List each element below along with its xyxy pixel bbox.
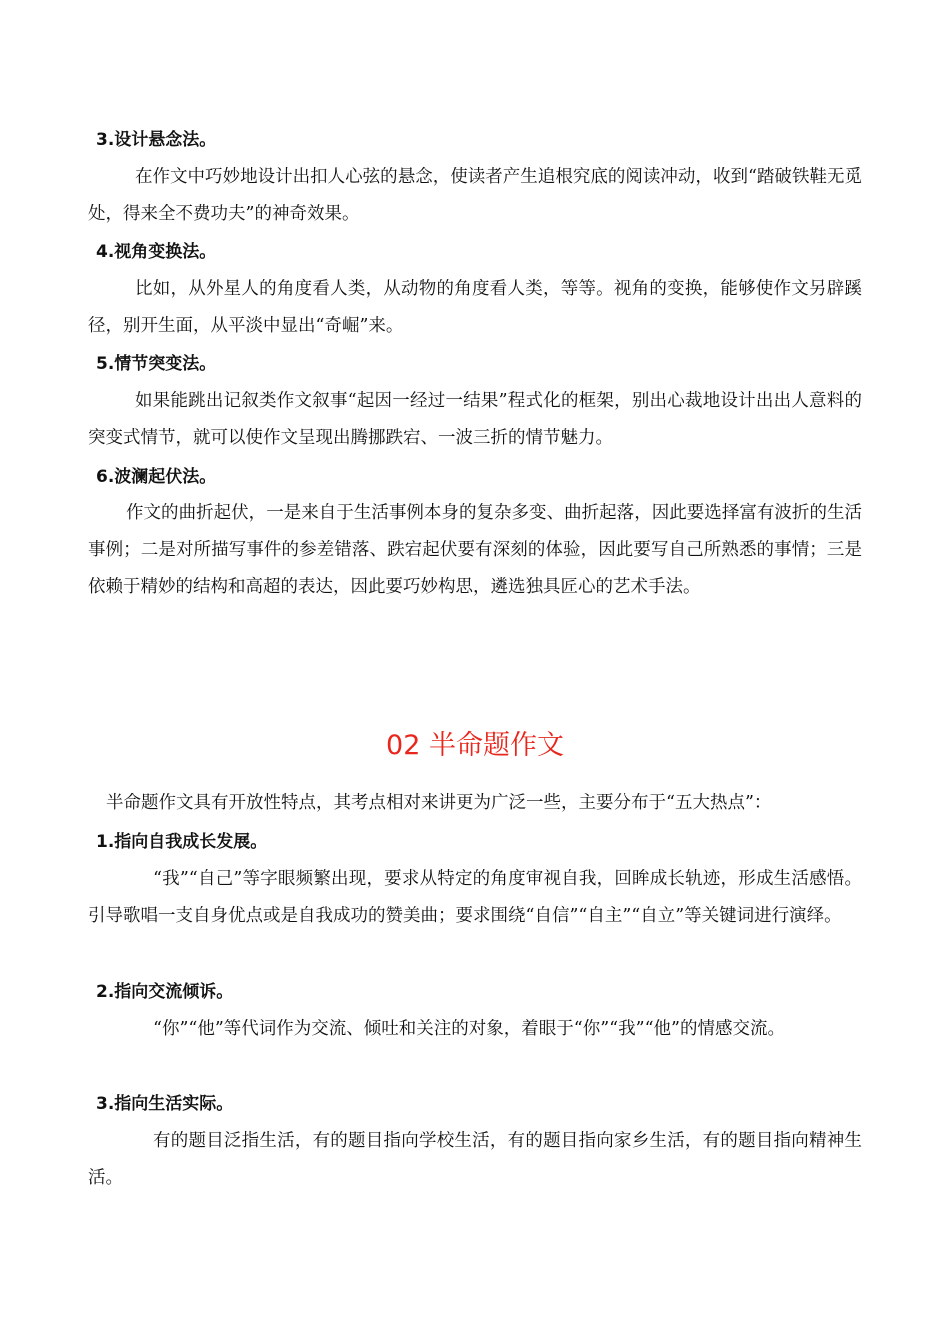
paragraph-self-growth: “我”“自己”等字眼频繁出现，要求从特定的角度审视自我，回眸成长轨迹，形成生活感悟。引导歌唱一支自身优点或是自我成功的赞美曲；要求围绕“自信”“自主”“自立”等关键词进行演绎。	[88, 869, 862, 926]
heading-plot-twist-method: 5.情节突变法。	[96, 354, 217, 374]
heading-real-life: 3.指向生活实际。	[96, 1094, 234, 1114]
heading-perspective-method: 4.视角变换法。	[96, 242, 217, 262]
paragraph-plot-twist-method: 如果能跳出记叙类作文叙事“起因一经过一结果”程式化的框架，别出心裁地设计出出人意料的突变式情节，就可以使作文呈现出腾挪跌宕、一波三折的情节魅力。	[88, 391, 862, 448]
paragraph-ups-and-downs-method: 作文的曲折起伏，一是来自于生活事例本身的复杂多变、曲折起落，因此要选择富有波折的生活事例；二是对所描写事件的参差错落、跌宕起伏要有深刻的体验，因此要写自己所熟悉的事情；三是依赖于精妙的结构和高超的表达，因此要巧妙构思，遴选独具匠心的艺术手法。	[88, 503, 862, 597]
heading-ups-and-downs-method: 6.波澜起伏法。	[96, 467, 217, 487]
paragraph-real-life: 有的题目泛指生活，有的题目指向学校生活，有的题目指向家乡生活，有的题目指向精神生活。	[88, 1131, 862, 1188]
section-title: 02 半命题作文	[386, 730, 564, 761]
heading-communication: 2.指向交流倾诉。	[96, 982, 234, 1002]
paragraph-suspense-method: 在作文中巧妙地设计出扣人心弦的悬念，使读者产生追根究底的阅读冲动，收到“踏破铁鞋无觅处，得来全不费功夫”的神奇效果。	[88, 167, 862, 224]
heading-suspense-method: 3.设计悬念法。	[96, 130, 217, 150]
heading-self-growth: 1.指向自我成长发展。	[96, 832, 268, 852]
paragraph-communication: “你”“他”等代词作为交流、倾吐和关注的对象，着眼于“你”“我”“他”的情感交流。	[153, 1019, 785, 1039]
paragraph-perspective-method: 比如，从外星人的角度看人类，从动物的角度看人类，等等。视角的变换，能够使作文另辟蹊径，别开生面，从平淡中显出“奇崛”来。	[88, 279, 862, 336]
paragraph-section-intro: 半命题作文具有开放性特点，其考点相对来讲更为广泛一些，主要分布于“五大热点”：	[106, 793, 772, 813]
